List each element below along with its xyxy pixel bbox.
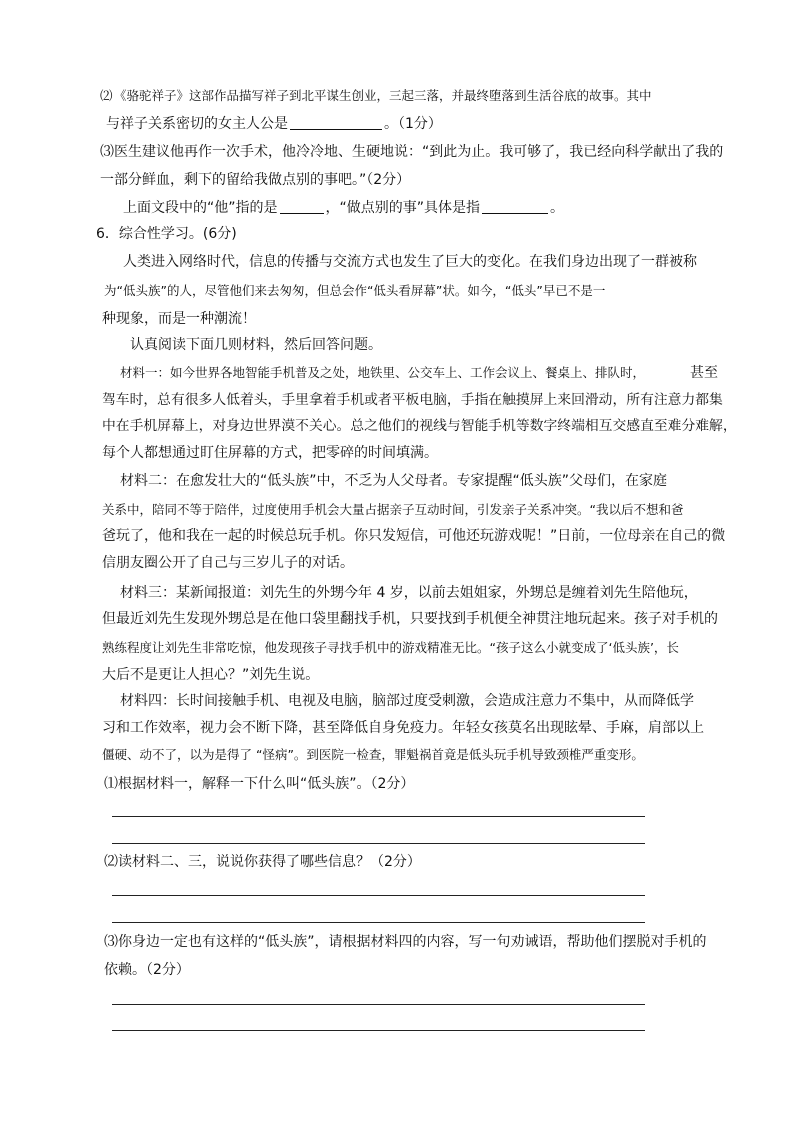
- answer-blank[interactable]: [280, 199, 324, 214]
- exam-page: ⑵ 《骆驼祥子》这部作品描写祥子到北平谋生创业，三起三落，并最终堕落到生活谷底的故事。其中 与祥子关系密切的女主人公是 。（1分） ⑶ 医生建议他再作一次手术，他冷冷地、生硬地说：“到此为止。我可够了，我已经向科学献出了我的 一部分鲜血，剩下的留给我做点别的事吧。”（2分） 上面文段中的“他”指的是 ，“做点别的事”具体是指 。 6．综合性学习。(6分) 人类进入网络时代，信息的传播与交流方式也发生了巨大的变化。在我们身边出现了一群被称 为“低头族”的人，尽管他们来去匆匆，但总会作“低头看屏幕”状。如今，“低头”早已不是一 种现象，而是一种潮流！ 认真阅读下面几则材料，然后回答问题。 材料一：如今世界各地智能手机普及之处，地铁里、公交车上、工作会议上、餐桌上、排队时， 甚至 驾车时，总有很多人低着头，手里拿着手机或者平板电脑，手指在触摸屏上来回滑动，所有注意力都集 中在手机屏幕上，对身边世界漠不关心。总之他们的视线与智能手机等数字终端相互交感直至难分难解， 每个人都想通过盯住屏幕的方式，把零碎的时间填满。 材料二：在愈发壮大的“低头族”中，不乏为人父母者。专家提醒“低头族”父母们，在家庭 关系中，陪同不等于陪伴，过度使用手机会大量占据亲子互动时间，引发亲子关系冲突。“我以后不想和爸 爸玩了，他和我在一起的时候总玩手机。你只发短信，可他还玩游戏呢！”日前，一位母亲在自己的微 信朋友圈公开了自己与三岁儿子的对话。 材料三：某新闻报道：刘先生的外甥今年 4 岁，以前去姐姐家，外甥总是缠着刘先生陪他玩， 但最近刘先生发现外甥总是在他口袋里翻找手机，只要找到手机便全神贯注地玩起来。孩子对手机的 熟练程度让刘先生非常吃惊，他发现孩子寻找手机中的游戏精准无比。“孩子这么小就变成了‘低头族’，长 大后不是更让人担心？”刘先生说。 材料四：长时间接触手机、电视及电脑，脑部过度受刺激，会造成注意力不集中，从而降低学 习和工作效率，视力会不断下降，甚至降低自身免疫力。年轻女孩莫名出现眩晕、手麻，肩部以上 僵硬、动不了，以为是得了 “怪病”。到医院一检查，罪魁祸首竟是低头玩手机导致颈椎严重变形。 ⑴ 根据材料一，解释一下什么叫“低头族”。（2分） ⑵ 读材料二、三，说说你获得了哪些信息？（2分） ⑶ 你身边一定也有这样的“低头族”，请根据材料四的内容，写一句劝诫语，帮助他们摆脱对手机的 依赖。（2分）: [0, 0, 794, 1123]
- answer-blank[interactable]: [290, 115, 382, 130]
- q5-item2-label: ⑵: [100, 88, 113, 103]
- answer-line[interactable]: [112, 816, 645, 817]
- q5-item3-label: ⑶: [100, 144, 114, 160]
- answer-line[interactable]: [112, 1004, 645, 1005]
- q5-item2-prompt: 与祥子关系密切的女主人公是: [106, 116, 288, 132]
- answer-line[interactable]: [112, 843, 645, 844]
- answer-line[interactable]: [112, 922, 645, 923]
- answer-line[interactable]: [112, 895, 645, 896]
- q5-item2-text: 《骆驼祥子》这部作品描写祥子到北平谋生创业，三起三落，并最终堕落到生活谷底的故事。其中: [114, 88, 652, 103]
- answer-line[interactable]: [112, 1030, 645, 1031]
- q5-item3-text: 医生建议他再作一次手术，他冷冷地、生硬地说：“到此为止。我可够了，我已经向科学献出了我的: [114, 144, 724, 160]
- q5-item2-score: 。（1分）: [384, 116, 442, 132]
- answer-blank[interactable]: [482, 199, 548, 214]
